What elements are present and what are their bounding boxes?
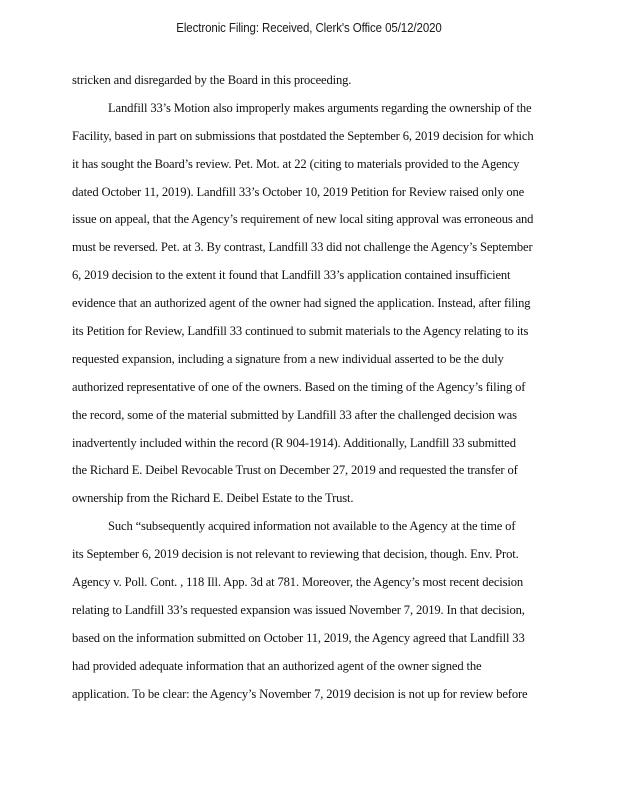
body-line: ownership from the Richard E. Deibel Estate to the Trust. [72,491,354,506]
body-line: application. To be clear: the Agency’s November 7, 2019 decision is not up for review before [72,686,528,701]
body-line: the Richard E. Deibel Revocable Trust on December 27, 2019 and requested the transfer of [72,463,518,478]
body-line: it has sought the Board’s review. Pet. Mot. at 22 (citing to materials provided to the Agency [72,156,520,171]
body-line: had provided adequate information that an authorized agent of the owner signed the [72,658,482,673]
body-line: inadvertently included within the record (R 904-1914). Additionally, Landfill 33 submitted [72,435,516,450]
body-line: issue on appeal, that the Agency’s requirement of new local siting approval was erroneous and [72,212,534,227]
body-line: evidence that an authorized agent of the owner had signed the application. Instead, after filing [72,296,531,311]
body-line: must be reversed. Pet. at 3. By contrast, Landfill 33 did not challenge the Agency’s September [72,240,533,255]
body-line: dated October 11, 2019). Landfill 33’s October 10, 2019 Petition for Review raised only one [72,184,525,199]
body-line: stricken and disregarded by the Board in this proceeding. [72,73,352,87]
paragraph-start-line: Landfill 33’s Motion also improperly makes arguments regarding the ownership of the [108,100,532,115]
body-line: 6, 2019 decision to the extent it found that Landfill 33’s application contained insufficient [72,268,511,283]
body-line: requested expansion, including a signature from a new individual asserted to be the duly [72,351,504,366]
paragraph-start-line: Such “subsequently acquired information not available to the Agency at the time of [108,519,516,534]
body-line: the record, some of the material submitted by Landfill 33 after the challenged decision was [72,407,517,422]
citation-line: Agency v. Poll. Cont. , 118 Ill. App. 3d at 781. Moreover, the Agency’s most recent decision [72,575,524,590]
body-line: its Petition for Review, Landfill 33 continued to submit materials to the Agency relating to its [72,324,529,339]
body-line: authorized representative of one of the owners. Based on the timing of the Agency’s filing of [72,379,526,394]
body-line: relating to Landfill 33’s requested expansion was issued November 7, 2019. In that decision, [72,602,525,617]
body-line: based on the information submitted on October 11, 2019, the Agency agreed that Landfill 33 [72,630,525,645]
filing-stamp-header: Electronic Filing: Received, Clerk's Office 05/12/2020 [176,21,442,35]
body-line: Facility, based in part on submissions that postdated the September 6, 2019 decision for which [72,128,534,143]
document-body [72,70,572,711]
body-line: its September 6, 2019 decision is not relevant to reviewing that decision, though. Env. Prot. [72,547,519,562]
